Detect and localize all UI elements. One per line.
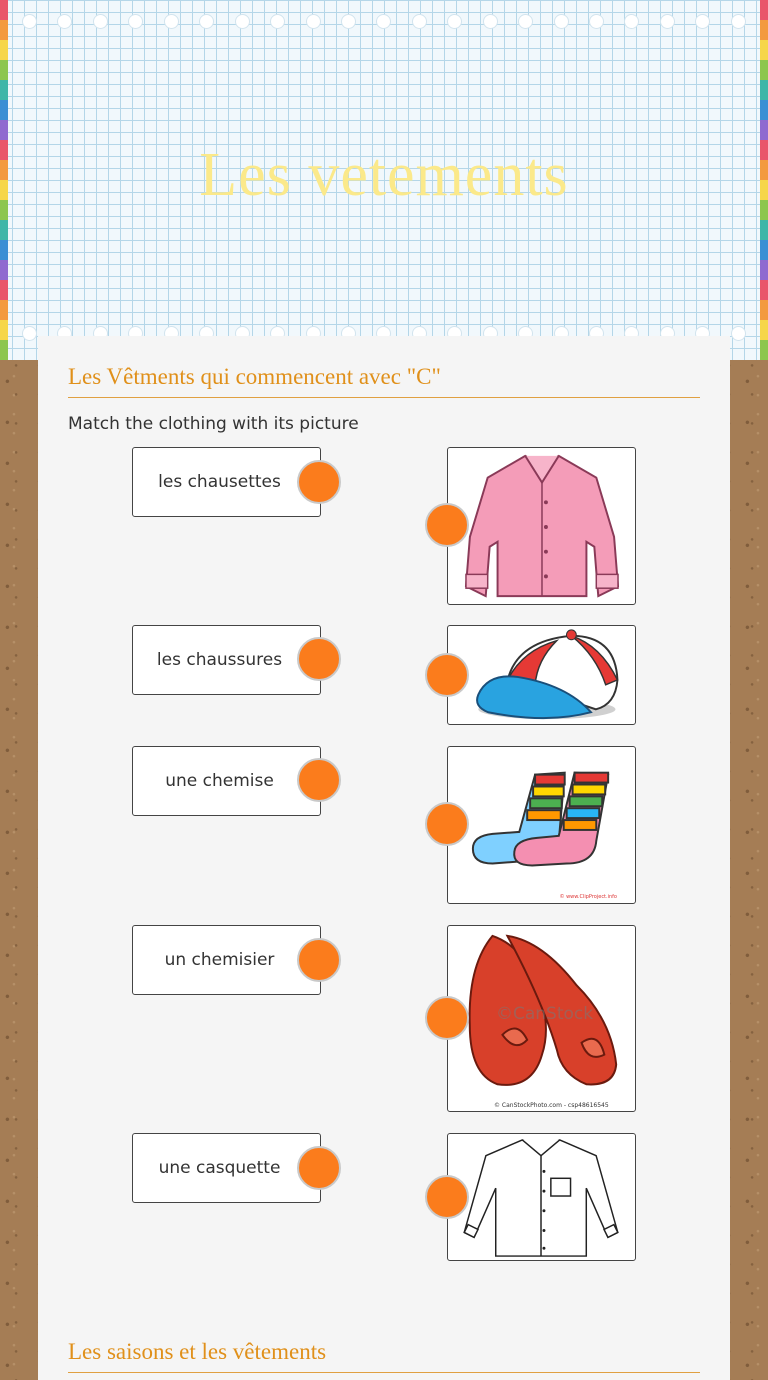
striped-socks-icon [448, 747, 635, 903]
match-word-1[interactable] [132, 447, 321, 517]
notebook-holes-top [22, 14, 746, 30]
match-dot-picture-3[interactable] [425, 802, 469, 846]
match-dot-word-1[interactable] [297, 460, 341, 504]
image-watermark: ©CanStock [496, 1004, 594, 1024]
match-word-2[interactable] [132, 625, 321, 695]
worksheet-panel [38, 336, 730, 1380]
match-dot-picture-1[interactable] [425, 503, 469, 547]
match-word-label: les chausettes [158, 472, 281, 492]
image-credit: © www.ClipProject.info [559, 894, 617, 900]
match-picture-3[interactable] [447, 746, 636, 904]
match-dot-word-2[interactable] [297, 637, 341, 681]
match-picture-5[interactable] [447, 1133, 636, 1261]
baseball-cap-icon [448, 626, 635, 724]
match-word-3[interactable] [132, 746, 321, 816]
match-word-label: les chaussures [156, 650, 283, 670]
page-title: Les vetements [199, 141, 569, 209]
match-dot-word-5[interactable] [297, 1146, 341, 1190]
match-picture-4[interactable] [447, 925, 636, 1112]
image-credit: © CanStockPhoto.com - csp48616545 [494, 1102, 609, 1109]
match-dot-picture-4[interactable] [425, 996, 469, 1040]
pink-blouse-icon [448, 448, 635, 604]
section-title-seasons: Les saisons et les vêtements [68, 1339, 700, 1373]
match-word-label: une casquette [158, 1158, 281, 1178]
match-picture-2[interactable] [447, 625, 636, 725]
match-word-5[interactable] [132, 1133, 321, 1203]
white-shirt-icon [448, 1134, 635, 1260]
header-banner [0, 0, 768, 360]
match-dot-word-4[interactable] [297, 938, 341, 982]
match-word-label: une chemise [165, 771, 274, 791]
match-word-4[interactable] [132, 925, 321, 995]
match-dot-word-3[interactable] [297, 758, 341, 802]
section-title-matching: Les Vêtments qui commencent avec "C" [68, 364, 700, 398]
instructions-text: Match the clothing with its picture [68, 414, 359, 434]
match-dot-picture-5[interactable] [425, 1175, 469, 1219]
match-picture-1[interactable] [447, 447, 636, 605]
match-dot-picture-2[interactable] [425, 653, 469, 697]
match-word-label: un chemisier [164, 950, 275, 970]
